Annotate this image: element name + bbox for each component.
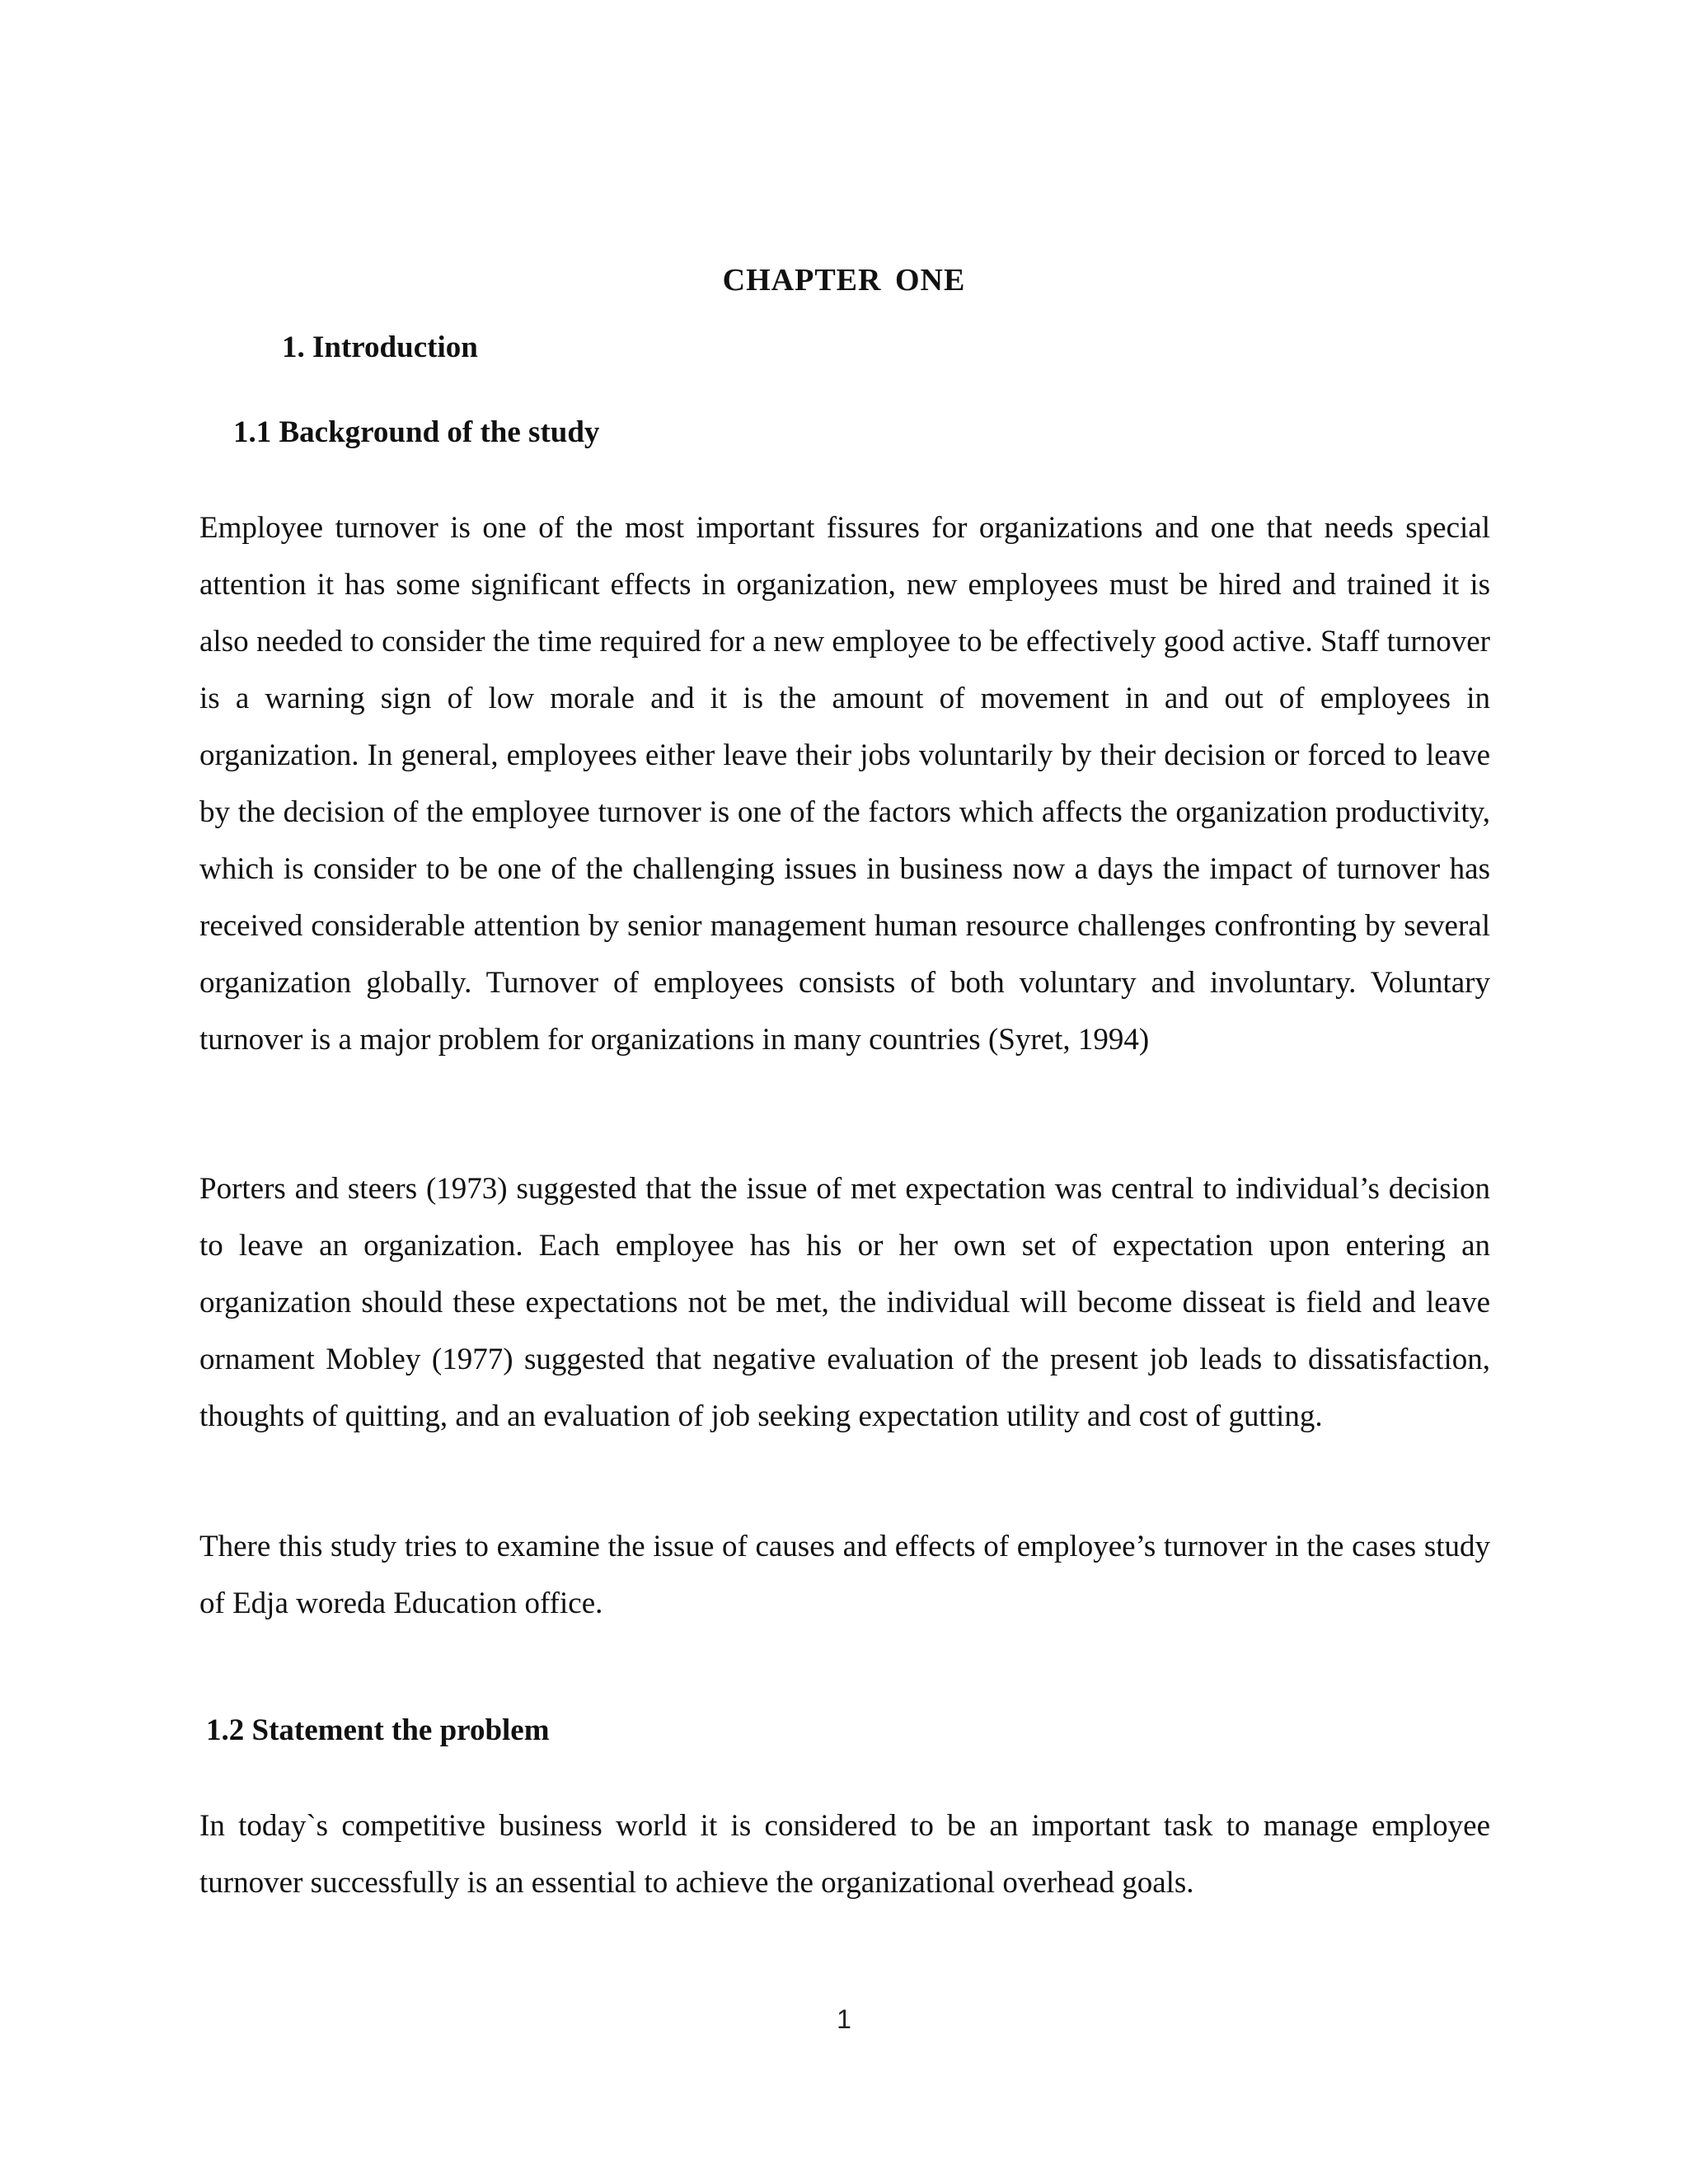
chapter-title: CHAPTER ONE — [722, 263, 966, 298]
paragraph-statement-1: In today`s competitive business world it is considered to be an important task to manage employee turnover successfully is an essential to achieve the organizational overhead goals. — [199, 1809, 1490, 1900]
heading-introduction: 1. Introduction — [282, 330, 478, 364]
page-number: 1 — [837, 2004, 851, 2034]
heading-statement-of-problem: 1.2 Statement the problem — [206, 1713, 550, 1747]
paragraph-background-3: There this study tries to examine the issue of causes and effects of employee’s turnover in the cases study of Edja woreda Education office. — [199, 1530, 1490, 1620]
heading-background-of-study: 1.1 Background of the study — [233, 415, 600, 449]
paragraph-background-2: Porters and steers (1973) suggested that the issue of met expectation was central to individual’s decision to leave an organization. Each employee has his or her own set of expectation upon entering an organization should these expectations not be met, the individual will become disseat is field and leave ornament Mobley (1977) suggested that negative evaluation of the present job leads to dissatisfaction, thoughts of quitting, and an evaluation of job seeking expectation utility and cost of gutting. — [199, 1172, 1490, 1433]
paragraph-background-1: Employee turnover is one of the most important fissures for organizations and one that needs special attention it has some significant effects in organization, new employees must be hired and trained it is also needed to consider the time required for a new employee to be effectively good active. Staff turnover is a warning sign of low morale and it is the amount of movement in and out of employees in organization. In general, employees either leave their jobs voluntarily by their decision or forced to leave by the decision of the employee turnover is one of the factors which affects the organization productivity, which is consider to be one of the challenging issues in business now a days the impact of turnover has received considerable attention by senior management human resource challenges confronting by several organization globally. Turnover of employees consists of both voluntary and involuntary. Voluntary turnover is a major problem for organizations in many countries (Syret, 1994) — [199, 511, 1490, 1057]
